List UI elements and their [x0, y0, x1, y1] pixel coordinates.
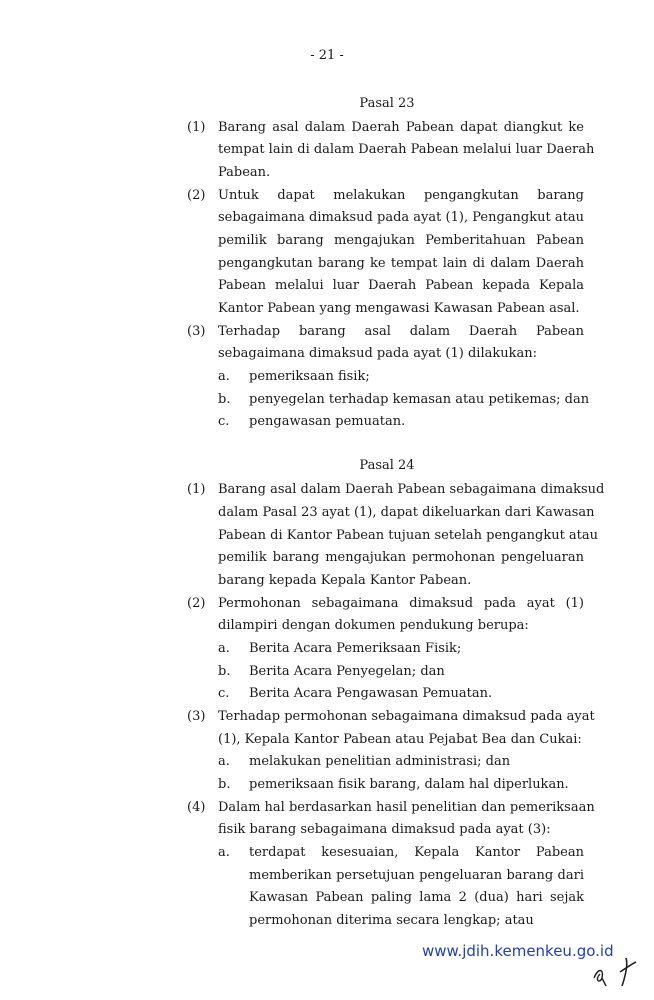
pasal-24-ayat-3-number: (3) — [187, 709, 206, 724]
sub-item-letter: a. — [218, 845, 230, 860]
text-line: tempat lain di dalam Daerah Pabean melalui luar Daerah — [218, 142, 595, 157]
pasal-24-ayat-1-number: (1) — [187, 482, 206, 497]
text-line: Pabean. — [218, 165, 271, 180]
text-line: pemilik barang mengajukan Pemberitahuan Pabean — [218, 233, 584, 248]
sub-item-text: pengawasan pemuatan. — [249, 414, 406, 429]
text-line: (1), Kepala Kantor Pabean atau Pejabat Bea dan Cukai: — [218, 732, 582, 747]
sub-item-text: penyegelan terhadap kemasan atau petikemas; dan — [249, 392, 590, 407]
text-line: barang kepada Kepala Kantor Pabean. — [218, 573, 472, 588]
text-line: sebagaimana dimaksud pada ayat (1), Pengangkut atau — [218, 210, 584, 225]
pasal-23-ayat-2-number: (2) — [187, 188, 206, 203]
jdih-link[interactable]: www.jdih.kemenkeu.go.id — [422, 942, 614, 960]
sub-item-text: pemeriksaan fisik; — [249, 369, 370, 384]
sub-item-text: Berita Acara Pemeriksaan Fisik; — [249, 641, 462, 656]
pasal-23-ayat-1-number: (1) — [187, 120, 206, 135]
sub-item-text: melakukan penelitian administrasi; dan — [249, 754, 511, 769]
text-line: Dalam hal berdasarkan hasil penelitian dan pemeriksaan — [218, 800, 595, 815]
sub-item-letter: a. — [218, 754, 230, 769]
text-line: Barang asal dalam Daerah Pabean sebagaimana dimaksud — [218, 482, 605, 497]
text-line: Pabean di Kantor Pabean tujuan setelah pengangkut atau — [218, 528, 599, 543]
text-line: sebagaimana dimaksud pada ayat (1) dilakukan: — [218, 346, 537, 361]
sub-item-letter: a. — [218, 641, 230, 656]
text-line: terdapat kesesuaian, Kepala Kantor Pabean — [249, 845, 584, 860]
sub-item-letter: a. — [218, 369, 230, 384]
text-line: Barang asal dalam Daerah Pabean dapat diangkut ke — [218, 120, 584, 135]
text-line: Pabean melalui luar Daerah Pabean kepada Kepala — [218, 278, 584, 293]
text-line: Untuk dapat melakukan pengangkutan barang — [218, 188, 584, 203]
text-line: fisik barang sebagaimana dimaksud pada ayat (3): — [218, 822, 551, 837]
text-line: memberikan persetujuan pengeluaran barang dari — [249, 868, 584, 883]
text-line: Kantor Pabean yang mengawasi Kawasan Pabean asal. — [218, 301, 580, 316]
text-line: pemilik barang mengajukan permohonan pengeluaran — [218, 550, 584, 565]
page-number: - 21 - — [310, 48, 344, 63]
pasal-24-heading: Pasal 24 — [359, 458, 415, 473]
sub-item-text: pemeriksaan fisik barang, dalam hal diperlukan. — [249, 777, 569, 792]
pasal-24-ayat-4-number: (4) — [187, 800, 206, 815]
text-line: dalam Pasal 23 ayat (1), dapat dikeluarkan dari Kawasan — [218, 505, 595, 520]
pasal-23-heading: Pasal 23 — [359, 96, 415, 111]
text-line: Permohonan sebagaimana dimaksud pada ayat (1) — [218, 596, 584, 611]
text-line: permohonan diterima secara lengkap; atau — [249, 913, 534, 928]
text-line: pengangkutan barang ke tempat lain di dalam Daerah — [218, 256, 584, 271]
pasal-24-ayat-2-number: (2) — [187, 596, 206, 611]
sub-item-text: Berita Acara Penyegelan; dan — [249, 664, 445, 679]
text-line: Terhadap permohonan sebagaimana dimaksud pada ayat — [218, 709, 595, 724]
text-line: Kawasan Pabean paling lama 2 (dua) hari sejak — [249, 890, 584, 905]
paraf-signature — [590, 950, 650, 990]
text-line: dilampiri dengan dokumen pendukung berupa: — [218, 618, 529, 633]
sub-item-letter: b. — [218, 777, 231, 792]
pasal-23-ayat-3-number: (3) — [187, 324, 206, 339]
sub-item-letter: b. — [218, 664, 231, 679]
sub-item-letter: b. — [218, 392, 231, 407]
sub-item-letter: c. — [218, 414, 230, 429]
sub-item-text: Berita Acara Pengawasan Pemuatan. — [249, 686, 493, 701]
text-line: Terhadap barang asal dalam Daerah Pabean — [218, 324, 584, 339]
sub-item-letter: c. — [218, 686, 230, 701]
